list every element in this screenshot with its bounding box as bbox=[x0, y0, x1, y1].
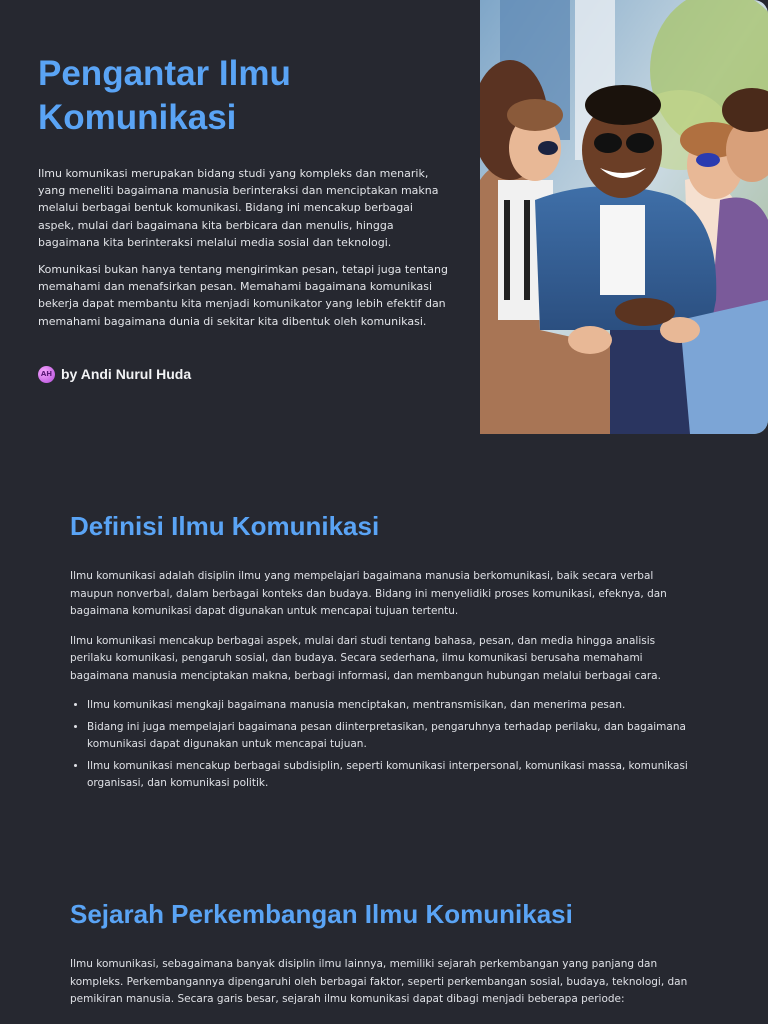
hero-photo bbox=[480, 0, 768, 434]
author-name: by Andi Nurul Huda bbox=[61, 366, 192, 382]
list-item: • Ilmu komunikasi mencakup berbagai subdisiplin, seperti komunikasi interpersonal, komunikasi massa, komunikasi organisasi, dan komunikasi politik. bbox=[87, 758, 695, 793]
hero-paragraph-1: Ilmu komunikasi merupakan bidang studi yang kompleks dan menarik, yang meneliti bagaimana manusia berinteraksi dan menciptakan makna melalui berbagai bentuk komunikasi. Bidang ini mencakup berbagai aspek, mulai dari bagaimana kita berbicara dan menulis, hingga bagaimana kita berinteraksi melalui media sosial dan teknologi. bbox=[38, 167, 439, 249]
hero-intro bbox=[38, 165, 448, 340]
group-of-friends-image bbox=[480, 0, 768, 434]
page-title: Pengantar Ilmu Komunikasi bbox=[38, 54, 291, 137]
section-paragraph-1: Ilmu komunikasi, sebagaimana banyak disiplin ilmu lainnya, memiliki sejarah perkembangan yang panjang dan kompleks. Perkembangannya dipengaruhi oleh berbagai faktor, seperti perkembangan sosial, budaya, teknologi, dan pemikiran manusia. Secara garis besar, sejarah ilmu komunikasi dapat dibagi menjadi beberapa periode: bbox=[70, 958, 688, 1005]
list-item: • Bidang ini juga mempelajari bagaimana pesan diinterpretasikan, pengaruhnya terhadap perilaku, dan bagaimana komunikasi dapat digunakan untuk mencapai tujuan. bbox=[87, 719, 695, 754]
avatar: AH bbox=[38, 366, 55, 383]
list-item: • Ilmu komunikasi mengkaji bagaimana manusia menciptakan, mentransmisikan, dan menerima pesan. bbox=[87, 697, 695, 715]
hero-paragraph-2: Komunikasi bukan hanya tentang mengirimkan pesan, tetapi juga tentang memahami dan menafsirkan pesan. Memahami bagaimana komunikasi bekerja dapat membantu kita menjadi komunikator yang lebih efektif dan memahami bagaimana dunia di sekitar kita dibentuk oleh komunikasi. bbox=[38, 263, 448, 328]
hero-section bbox=[0, 0, 768, 434]
author-byline[interactable] bbox=[38, 364, 191, 384]
bullet-list bbox=[70, 697, 695, 793]
section-paragraph-2: Ilmu komunikasi mencakup berbagai aspek, mulai dari studi tentang bahasa, pesan, dan media hingga analisis perilaku komunikasi, pengaruh sosial, dan budaya. Secara sederhana, ilmu komunikasi berusaha memahami bagaimana manusia menciptakan makna, berbagi informasi, dan membangun hubungan melalui berbagai cara. bbox=[70, 634, 661, 682]
section-sejarah bbox=[70, 898, 695, 1021]
section-title: Definisi Ilmu Komunikasi bbox=[70, 511, 380, 541]
section-title: Sejarah Perkembangan Ilmu Komunikasi bbox=[70, 899, 573, 929]
section-paragraph-1: Ilmu komunikasi adalah disiplin ilmu yang mempelajari bagaimana manusia berkomunikasi, baik secara verbal maupun nonverbal, dalam berbagai konteks dan budaya. Bidang ini menyelidiki proses komunikasi, efeknya, dan bagaimana komunikasi dapat digunakan untuk mencapai tujuan tertentu. bbox=[70, 570, 667, 617]
section-definisi bbox=[70, 510, 695, 797]
